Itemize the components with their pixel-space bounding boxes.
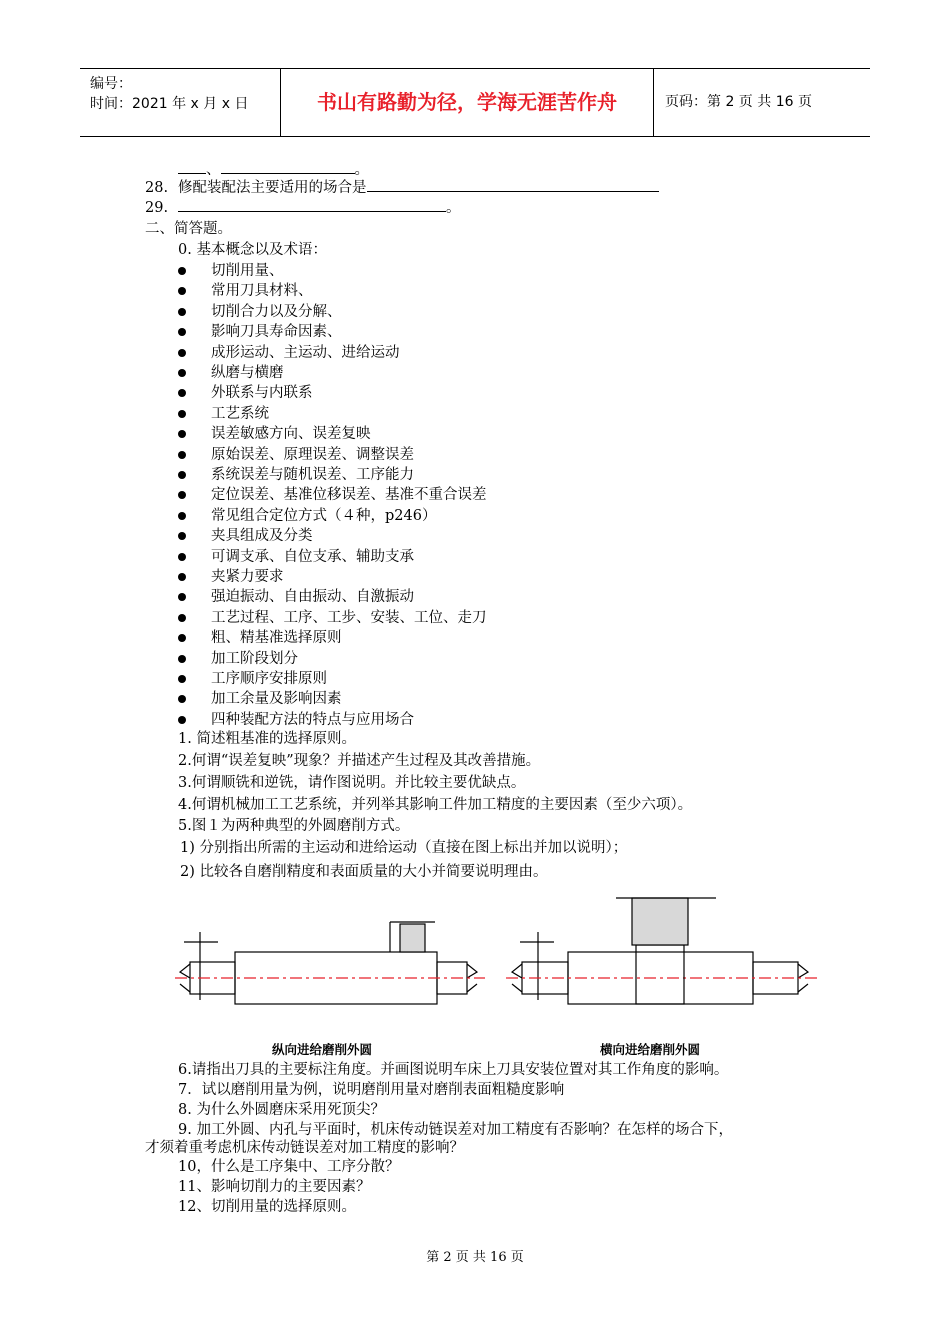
term-item: 切削合力以及分解、 [211, 303, 342, 320]
caption-plunge: 横向进给磨削外圆 [600, 1042, 701, 1057]
grinding-wheel-right [632, 898, 688, 945]
term-item: 四种装配方法的特点与应用场合 [211, 711, 414, 728]
page-header [80, 68, 870, 137]
question-item: 8. 为什么外圆磨床采用死顶尖？ [178, 1102, 385, 1118]
question-item: 3.何谓顺铣和逆铣，请作图说明。并比较主要优缺点。 [178, 775, 526, 791]
term-item: 定位误差、基准位移误差、基准不重合误差 [211, 487, 487, 504]
bullet-icon [178, 349, 186, 357]
bullet-icon [178, 532, 186, 540]
question-item: 才须着重考虑机床传动链误差对加工精度的影响？ [145, 1140, 464, 1156]
bullet-icon [178, 716, 186, 724]
bullet-icon [178, 328, 186, 336]
term-item: 强迫振动、自由振动、自激振动 [211, 589, 414, 606]
sub-item-2: 2) 比较各自磨削精度和表面质量的大小并简要说明理由。 [180, 864, 548, 880]
question-28: 28. 修配装配法主要适用的场合是 [145, 178, 659, 198]
header-motto: 书山有路勤为径，学海无涯苦作舟 [281, 69, 654, 136]
bullet-icon [178, 491, 186, 499]
bullet-icon [178, 655, 186, 663]
term-item: 夹紧力要求 [211, 569, 284, 585]
term-item: 粗、精基准选择原则 [211, 630, 342, 647]
term-item: 切削用量、 [211, 263, 284, 279]
bullet-icon [178, 634, 186, 642]
section-title: 二、简答题。 [145, 221, 232, 237]
longitudinal-grinding-drawing [175, 922, 485, 1004]
bullet-icon [178, 573, 186, 581]
bullet-icon [178, 430, 186, 438]
term-item: 加工余量及影响因素 [211, 691, 342, 708]
bullet-icon [178, 410, 186, 418]
bullet-icon [178, 451, 186, 459]
term-item: 工序顺序安排原则 [211, 671, 327, 687]
bullet-icon [178, 675, 186, 683]
question-item: 12、切削用量的选择原则。 [178, 1199, 356, 1215]
term-item: 纵磨与横磨 [211, 365, 284, 381]
grinding-figure [170, 890, 830, 1040]
caption-longitudinal: 纵向进给磨削外圆 [272, 1042, 373, 1057]
term-item: 外联系与内联系 [211, 385, 313, 402]
question-29: 29. 。 [145, 200, 461, 216]
question-item: 2.何谓“误差复映”现象？并描述产生过程及其改善措施。 [178, 753, 541, 769]
question-item: 4.何谓机械加工工艺系统，并列举其影响工件加工精度的主要因素（至少六项）。 [178, 797, 693, 813]
term-item: 误差敏感方向、误差复映 [211, 426, 371, 443]
fill-line-27: 、 。 [178, 160, 369, 180]
time-label: 时间：2021 年 x 月 x 日 [90, 96, 249, 112]
question-item: 1. 简述粗基准的选择原则。 [178, 731, 356, 747]
plunge-grinding-drawing [506, 898, 820, 1004]
header-page-number: 页码：第 2 页 共 16 页 [665, 94, 812, 110]
bullet-icon [178, 553, 186, 561]
bullet-icon [178, 267, 186, 275]
bullet-icon [178, 471, 186, 479]
bullet-icon [178, 287, 186, 295]
page-footer: 第 2 页 共 16 页 [426, 1250, 524, 1265]
bullet-icon [178, 389, 186, 397]
term-item: 系统误差与随机误差、工序能力 [211, 467, 414, 483]
term-item: 原始误差、原理误差、调整误差 [211, 446, 414, 463]
question-item: 6.请指出刀具的主要标注角度。并画图说明车床上刀具安装位置对其工作角度的影响。 [178, 1062, 729, 1078]
bullet-icon [178, 593, 186, 601]
term-item: 常见组合定位方式（４种，p246） [211, 507, 437, 524]
bullet-icon [178, 512, 186, 520]
term-item: 工艺系统 [211, 405, 269, 422]
question-item: 10，什么是工序集中、工序分散？ [178, 1159, 400, 1175]
term-item: 可调支承、自位支承、辅助支承 [211, 548, 414, 565]
question-item: 9. 加工外圆、内孔与平面时，机床传动链误差对加工精度有否影响？在怎样的场合下， [178, 1122, 733, 1138]
term-item: 夹具组成及分类 [211, 528, 313, 545]
term-item: 工艺过程、工序、工步、安装、工位、走刀 [211, 609, 487, 626]
question-item: 7．试以磨削用量为例，说明磨削用量对磨削表面粗糙度影响 [178, 1082, 565, 1098]
bullet-icon [178, 695, 186, 703]
grinding-wheel-left [400, 924, 425, 952]
term-item: 成形运动、主运动、进给运动 [211, 344, 400, 361]
term-item: 加工阶段划分 [211, 650, 298, 667]
sub-item-1: 1) 分别指出所需的主运动和进给运动（直接在图上标出并加以说明）； [180, 840, 628, 856]
terms-intro: 0. 基本概念以及术语： [178, 242, 327, 258]
bullet-icon [178, 308, 186, 316]
term-item: 常用刀具材料、 [211, 283, 313, 300]
term-item: 影响刀具寿命因素、 [211, 324, 342, 341]
question-item: 11、影响切削力的主要因素？ [178, 1179, 371, 1195]
serial-label: 编号： [90, 76, 132, 92]
bullet-icon [178, 614, 186, 622]
bullet-icon [178, 369, 186, 377]
header-meta [80, 69, 281, 136]
question-item: 5.图１为两种典型的外圆磨削方式。 [178, 818, 410, 834]
